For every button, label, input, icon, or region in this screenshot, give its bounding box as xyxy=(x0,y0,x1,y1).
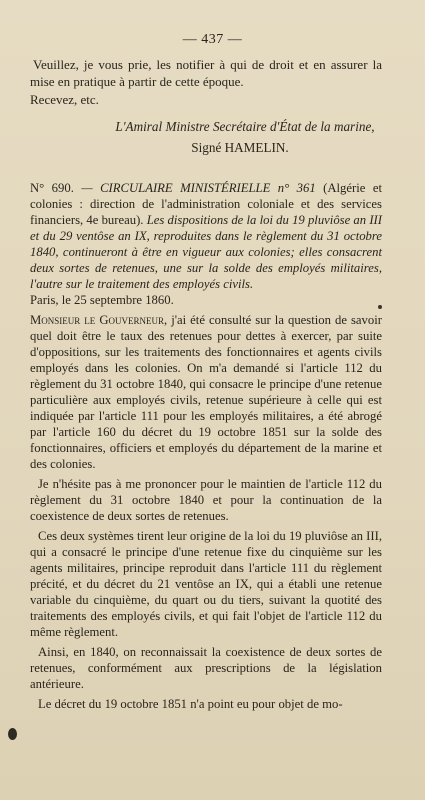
intro-block xyxy=(30,56,382,108)
circular-date: Paris, le 25 septembre 1860. xyxy=(30,293,174,307)
paragraph-4: Ainsi, en 1840, on reconnaissait la coexistence de deux sortes de retenues, conformément aux prescriptions de la législation antérieure. xyxy=(30,645,382,691)
intro-closing: Recevez, etc. xyxy=(30,92,99,107)
signature-name: Signé HAMELIN. xyxy=(191,140,289,155)
circular-body xyxy=(30,180,382,712)
signature-title: L'Amiral Ministre Secrétaire d'État de la marine, xyxy=(115,119,375,134)
page-number: — 437 — xyxy=(182,32,243,47)
signature-block xyxy=(60,116,390,158)
paragraph-1-text: j'ai été consulté sur la question de savoir quel doit être le taux des retenues pour dettes à exercer, par suite d'oppositions, sur les traitements des fonctionnaires et agents civils employés dans les colonies. On m'a demandé si l'article 112 du règlement du 31 octobre 1840, qui consacre le principe d'une retenue particulière aux employés civils, retenue supérieure à celle qui est indiquée par l'article 111 pour les employés militaires, a été abrogé par l'article 160 du décret du 19 octobre 1851 sur la solde des fonctionnaires, officiers et employés du département de la marine et des colonies. xyxy=(30,313,382,471)
circular-summary: Les dispositions de la loi du 19 pluviôse an III et du 29 ventôse an IX, reproduites dans le règlement du 31 octobre 1840, continueront à être en vigueur aux colonies; elles consacrent deux sortes de retenues, une sur la solde des employés militaires, l'autre sur le traitement des employés civils. xyxy=(30,213,382,291)
intro-text: Veuillez, je vous prie, les notifier à qui de droit et en assurer la mise en pratique à partir de cette époque. xyxy=(30,57,382,89)
ink-dot xyxy=(378,305,382,309)
salutation: Monsieur le Gouverneur, xyxy=(30,313,168,327)
circular-heading xyxy=(30,180,382,292)
circular-number: N° 690. xyxy=(30,181,74,195)
paragraph-1 xyxy=(30,312,382,472)
circular-title: — CIRCULAIRE MINISTÉRIELLE n° 361 xyxy=(81,181,316,195)
paragraph-3: Ces deux systèmes tirent leur origine de la loi du 19 pluviôse an III, qui a consacré le principe d'une retenue fixe du cinquième sur les agents militaires, principe reproduit dans l'article 111 du règlement précité, et du décret du 21 ventôse an IX, qui a établi une retenue variable du cinquième, du quart ou du tiers, suivant la quotité des traitements des employés civils, et qui fait l'objet de l'article 112 du même règlement. xyxy=(30,529,382,639)
paragraph-5: Le décret du 19 octobre 1851 n'a point eu pour objet de mo- xyxy=(38,697,343,711)
paragraph-2: Je n'hésite pas à me prononcer pour le maintien de l'article 112 du règlement du 31 octobre 1840 et pour la continuation de la coexistence de deux sortes de retenues. xyxy=(30,477,382,523)
circular-addressee: (Algérie et colonies : direction de l'administration coloniale et des services financiers, 4e bureau). xyxy=(30,181,382,227)
binding-hole xyxy=(8,728,17,740)
